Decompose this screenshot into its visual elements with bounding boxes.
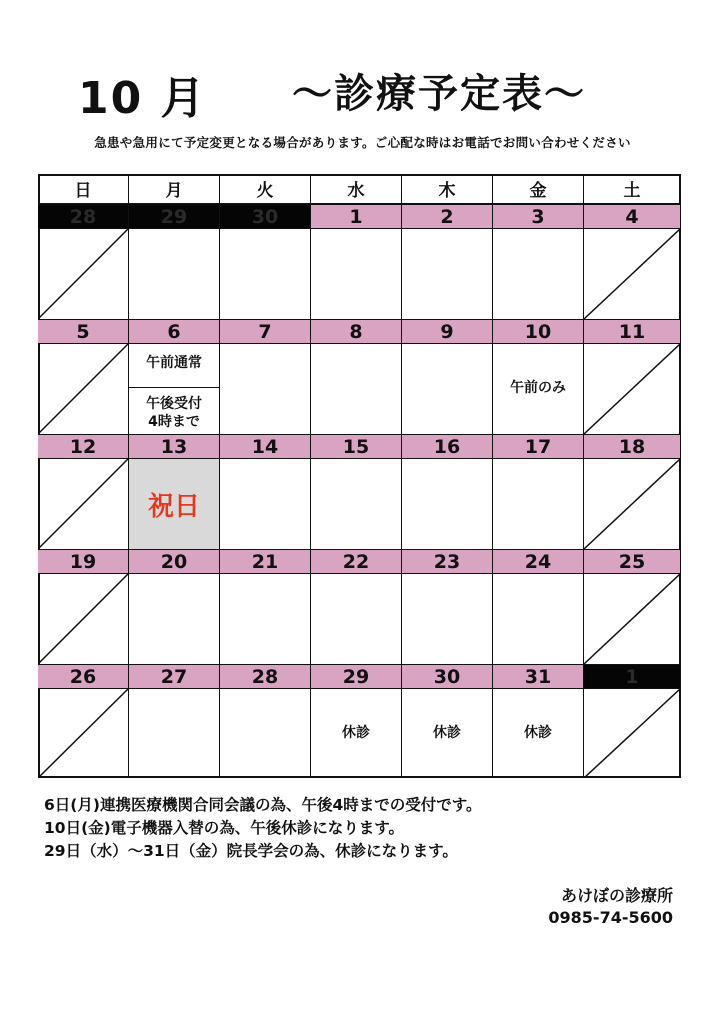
day-cell	[584, 459, 681, 549]
day-cell	[402, 574, 493, 664]
date-number: 24	[493, 549, 584, 574]
date-number: 1	[311, 204, 402, 229]
outside-month-date: 28	[38, 204, 129, 229]
date-number: 25	[584, 549, 681, 574]
note-line: 6日(月)連携医療機関合同会議の為、午後4時までの受付です。	[44, 796, 482, 814]
date-number: 10	[493, 319, 584, 344]
date-number: 23	[402, 549, 493, 574]
date-number: 11	[584, 319, 681, 344]
closed-diagonal-mark	[38, 689, 128, 778]
date-number: 29	[311, 664, 402, 689]
note-line: 29日（水）〜31日（金）院長学会の為、休診になります。	[44, 842, 458, 860]
weekday-header-thu: 木	[402, 174, 493, 204]
day-cell	[38, 689, 129, 778]
day-cell	[38, 459, 129, 549]
day-cell	[220, 574, 311, 664]
date-number: 13	[129, 434, 220, 459]
date-number: 30	[402, 664, 493, 689]
date-number: 2	[402, 204, 493, 229]
day-cell	[311, 574, 402, 664]
date-number: 28	[220, 664, 311, 689]
weekday-header-wed: 水	[311, 174, 402, 204]
date-number: 27	[129, 664, 220, 689]
afternoon-reception-time: 4時まで	[148, 414, 200, 430]
closed-diagonal-mark	[584, 689, 680, 778]
date-number: 6	[129, 319, 220, 344]
date-number: 3	[493, 204, 584, 229]
day-cell	[493, 459, 584, 549]
day-cell	[129, 229, 220, 319]
weekday-header-fri: 金	[493, 174, 584, 204]
date-number: 19	[38, 549, 129, 574]
day-cell-10	[493, 344, 584, 434]
closed-diagonal-mark	[38, 459, 128, 549]
day-cell	[493, 574, 584, 664]
date-number: 9	[402, 319, 493, 344]
date-number: 20	[129, 549, 220, 574]
closed-diagonal-mark	[584, 459, 680, 549]
day-cell-13-holiday	[129, 459, 220, 549]
closed-label: 休診	[342, 725, 370, 741]
date-number: 26	[38, 664, 129, 689]
day-cell	[129, 574, 220, 664]
closed-diagonal-mark	[584, 229, 680, 319]
note-line: 10日(金)電子機器入替の為、午後休診になります。	[44, 819, 404, 837]
date-number: 12	[38, 434, 129, 459]
holiday-label: 祝日	[147, 491, 200, 522]
weekday-header-sun: 日	[38, 174, 129, 204]
date-number: 18	[584, 434, 681, 459]
day-cell	[311, 344, 402, 434]
date-number: 15	[311, 434, 402, 459]
month-title: 10 月	[78, 73, 207, 124]
closed-diagonal-mark	[38, 574, 128, 664]
closed-diagonal-mark	[38, 344, 128, 434]
notes	[44, 794, 482, 863]
date-number: 17	[493, 434, 584, 459]
weekday-header-sat: 土	[584, 174, 681, 204]
date-number: 22	[311, 549, 402, 574]
date-number: 31	[493, 664, 584, 689]
day-cell	[220, 459, 311, 549]
weekday-header-mon: 月	[129, 174, 220, 204]
closed-label: 休診	[433, 725, 461, 741]
day-cell	[311, 459, 402, 549]
day-cell-closed	[311, 689, 402, 778]
clinic-name: あけぼの診療所	[560, 886, 673, 905]
date-number: 4	[584, 204, 681, 229]
day-cell	[38, 574, 129, 664]
day-cell	[584, 574, 681, 664]
date-number: 8	[311, 319, 402, 344]
closed-diagonal-mark	[584, 344, 680, 434]
day-cell	[220, 689, 311, 778]
day-cell	[220, 344, 311, 434]
date-number: 7	[220, 319, 311, 344]
closed-diagonal-mark	[584, 574, 680, 664]
closed-diagonal-mark	[38, 229, 128, 319]
date-number: 14	[220, 434, 311, 459]
morning-normal-label: 午前通常	[146, 355, 202, 371]
day-cell	[584, 229, 681, 319]
outside-month-date: 29	[129, 204, 220, 229]
day-cell	[220, 229, 311, 319]
day-cell-6	[129, 344, 220, 434]
outside-month-date: 30	[220, 204, 311, 229]
weekday-header-tue: 火	[220, 174, 311, 204]
day-cell	[129, 689, 220, 778]
morning-only-label: 午前のみ	[510, 380, 566, 396]
date-number: 16	[402, 434, 493, 459]
cell-divider	[129, 387, 219, 388]
page-title: 〜診療予定表〜	[292, 71, 586, 117]
day-cell	[493, 229, 584, 319]
day-cell	[38, 344, 129, 434]
day-cell-closed	[493, 689, 584, 778]
day-cell	[38, 229, 129, 319]
day-cell-closed	[402, 689, 493, 778]
outside-month-date: 1	[584, 664, 681, 689]
day-cell	[402, 229, 493, 319]
page-header	[0, 62, 725, 122]
calendar-grid	[38, 174, 681, 778]
day-cell	[402, 344, 493, 434]
date-number: 21	[220, 549, 311, 574]
clinic-phone: 0985-74-5600	[548, 908, 673, 927]
day-cell	[584, 689, 681, 778]
date-number: 5	[38, 319, 129, 344]
notice-text: 急患や急用にて予定変更となる場合があります。ご心配な時はお電話でお問い合わせください	[94, 135, 631, 150]
afternoon-reception-label: 午後受付	[146, 396, 202, 412]
day-cell	[311, 229, 402, 319]
day-cell	[584, 344, 681, 434]
clinic-info	[548, 885, 673, 929]
day-cell	[402, 459, 493, 549]
closed-label: 休診	[524, 725, 552, 741]
